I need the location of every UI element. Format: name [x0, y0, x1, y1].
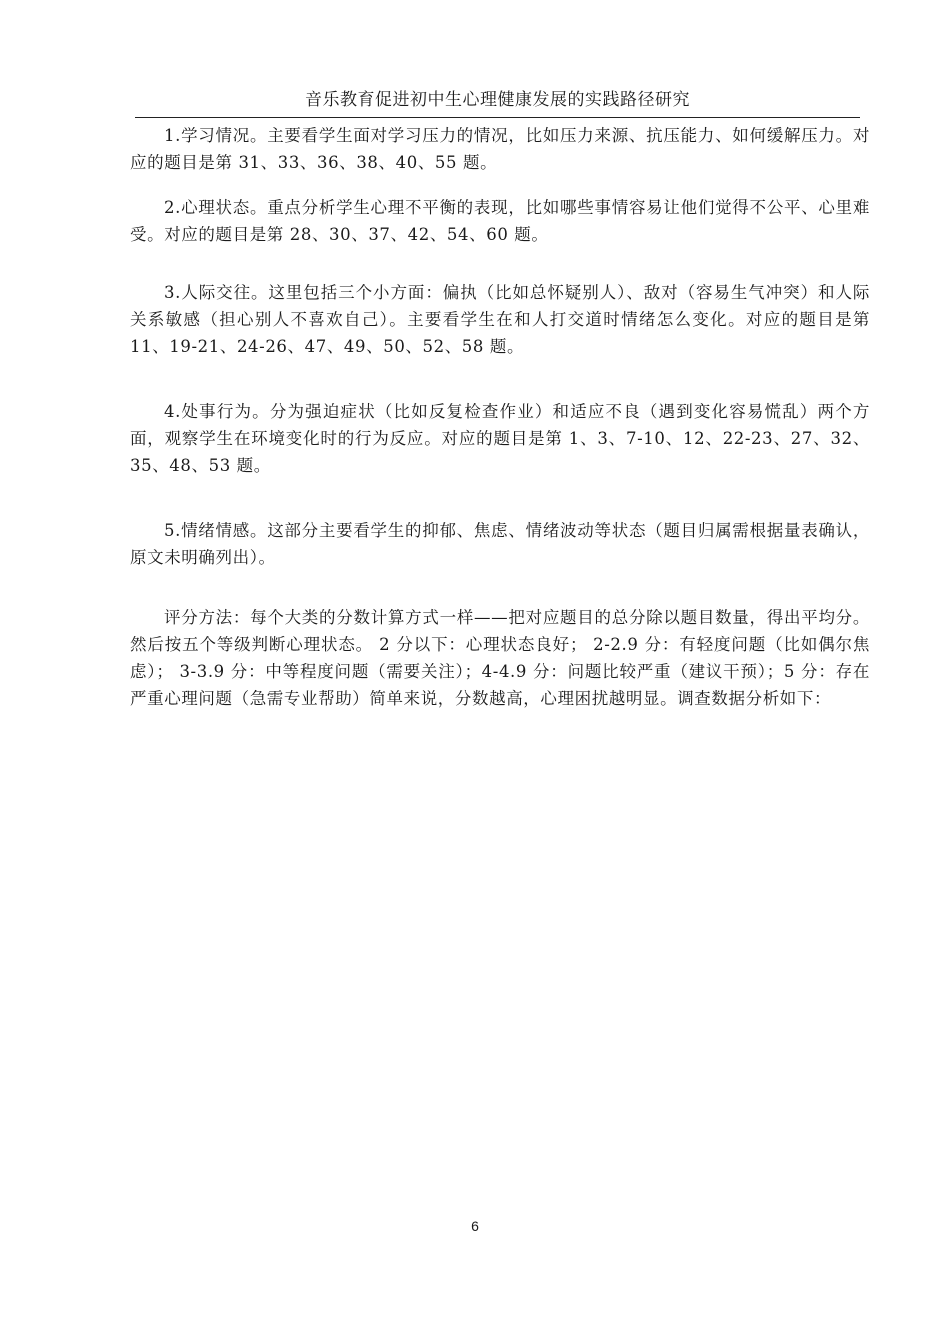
paragraph-text: 4.处事行为。分为强迫症状（比如反复检查作业）和适应不良（遇到变化容易慌乱）两个方面，观察学生在环境变化时的行为反应。对应的题目是第 1、3、7-10、12、22-23、27、32、35、48、53 题。 — [130, 402, 870, 475]
paragraph-behavior — [130, 398, 870, 479]
paragraph-text: 3.人际交往。这里包括三个小方面：偏执（比如总怀疑别人）、敌对（容易生气冲突）和人际关系敏感（担心别人不喜欢自己）。主要看学生在和人打交道时情绪怎么变化。对应的题目是第 11、19-21、24-26、47、49、50、52、58 题。 — [130, 283, 870, 356]
paragraph-mental-state — [130, 194, 870, 248]
header-divider — [135, 117, 860, 118]
paragraph-text: 5.情绪情感。这部分主要看学生的抑郁、焦虑、情绪波动等状态（题目归属需根据量表确认，原文未明确列出）。 — [130, 521, 870, 567]
paragraph-text: 评分方法：每个大类的分数计算方式一样——把对应题目的总分除以题目数量，得出平均分。然后按五个等级判断心理状态。 2 分以下：心理状态良好； 2-2.9 分：有轻度问题（比如偶尔焦虑）； 3-3.9 分：中等程度问题（需要关注）；4-4.9 分：问题比较严重（建议干预）；5 分：存在严重心理问题（急需专业帮助）简单来说，分数越高，心理困扰越明显。调查数据分析如下： — [130, 608, 870, 708]
paragraph-text: 2.心理状态。重点分析学生心理不平衡的表现，比如哪些事情容易让他们觉得不公平、心里难受。对应的题目是第 28、30、37、42、54、60 题。 — [130, 198, 870, 244]
paragraph-interpersonal — [130, 279, 870, 360]
running-header-title: 音乐教育促进初中生心理健康发展的实践路径研究 — [305, 90, 690, 110]
paragraph-emotion — [130, 517, 870, 571]
paragraph-study-situation — [130, 122, 870, 176]
page-number: 6 — [471, 1218, 479, 1234]
paragraph-scoring-method — [130, 604, 870, 712]
paragraph-text: 1.学习情况。主要看学生面对学习压力的情况，比如压力来源、抗压能力、如何缓解压力。对应的题目是第 31、33、36、38、40、55 题。 — [130, 126, 870, 172]
